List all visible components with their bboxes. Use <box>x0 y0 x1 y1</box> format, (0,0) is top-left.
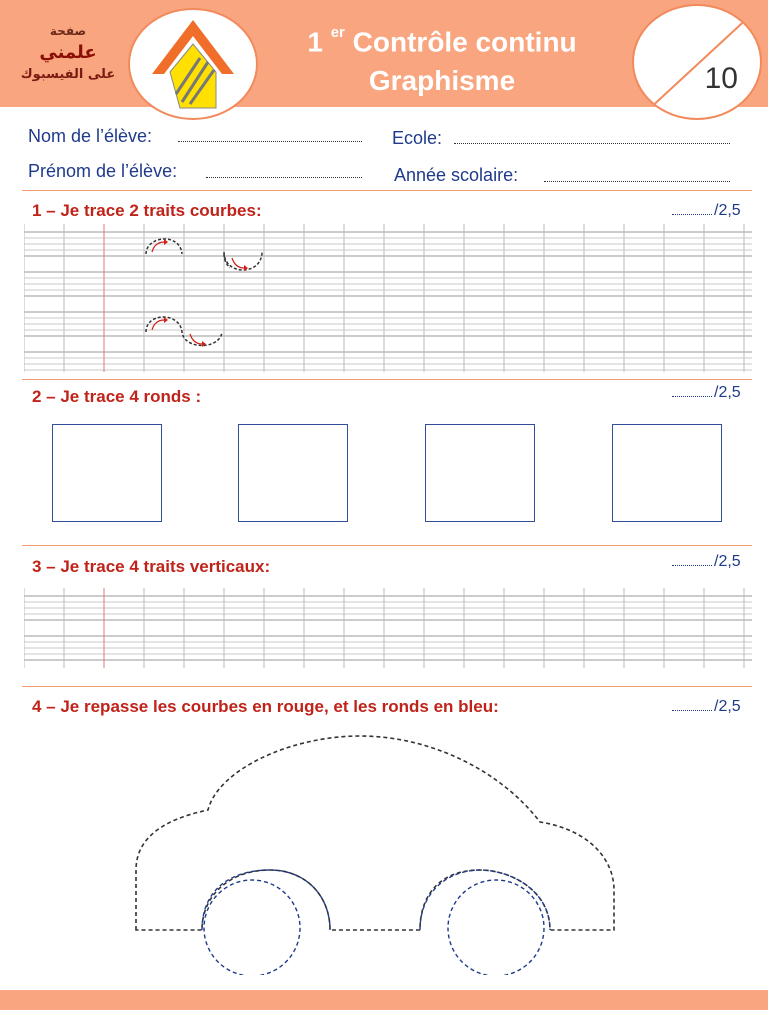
total-score-value: 10 <box>704 62 738 95</box>
section-divider <box>22 379 752 380</box>
prenom-label: Prénom de l’élève: <box>28 161 178 181</box>
car-outline-icon[interactable] <box>130 730 630 975</box>
circle-drawing-box-3[interactable] <box>425 424 535 522</box>
section-1-title: 1 – Je trace 2 traits courbes: <box>32 201 262 220</box>
circle-drawing-box-1[interactable] <box>52 424 162 522</box>
ecole-label: Ecole: <box>392 128 443 148</box>
writing-grid-1[interactable] <box>24 224 752 372</box>
brand-line-2: علمني <box>39 42 97 63</box>
curve-model-2 <box>220 248 270 278</box>
circle-drawing-box-2[interactable] <box>238 424 348 522</box>
curve-models <box>140 232 230 352</box>
title-block <box>262 18 622 101</box>
section-3-title: 3 – Je trace 4 traits verticaux: <box>32 557 271 576</box>
section-3-score: /2,5 <box>672 553 741 571</box>
page-subtitle: Graphisme <box>368 65 516 97</box>
ecole-field[interactable] <box>454 143 730 144</box>
total-score-circle <box>632 4 762 120</box>
prenom-field[interactable] <box>206 177 362 178</box>
brand-line-3: على الفيسبوك <box>20 67 116 82</box>
section-4-title: 4 – Je repasse les courbes en rouge, et les ronds en bleu: <box>32 697 499 716</box>
school-logo-icon <box>130 10 256 118</box>
brand-line-1: صفحة <box>49 24 87 38</box>
section-divider <box>22 545 752 546</box>
section-2-score: /2,5 <box>672 384 741 402</box>
page-title: 1 $^{er}$ Contrôle continu <box>307 24 577 58</box>
nom-field[interactable] <box>178 141 362 142</box>
writing-grid-2[interactable] <box>24 588 752 668</box>
footer-band <box>0 990 768 1010</box>
school-logo-circle <box>128 8 258 120</box>
circle-drawing-box-4[interactable] <box>612 424 722 522</box>
curve-arrow-icon <box>164 239 168 245</box>
brand-logo-text <box>18 20 118 100</box>
section-2-title: 2 – Je trace 4 ronds : <box>32 387 202 406</box>
section-4-score: /2,5 <box>672 698 741 716</box>
annee-label: Année scolaire: <box>394 165 519 185</box>
score-divider-line <box>634 6 760 118</box>
section-1-score: /2,5 <box>672 202 741 220</box>
wheel-front <box>204 880 300 975</box>
section-divider <box>22 686 752 687</box>
wheel-rear <box>448 880 544 975</box>
nom-label: Nom de l’élève: <box>28 126 153 146</box>
annee-field[interactable] <box>544 181 730 182</box>
section-divider <box>22 190 752 191</box>
